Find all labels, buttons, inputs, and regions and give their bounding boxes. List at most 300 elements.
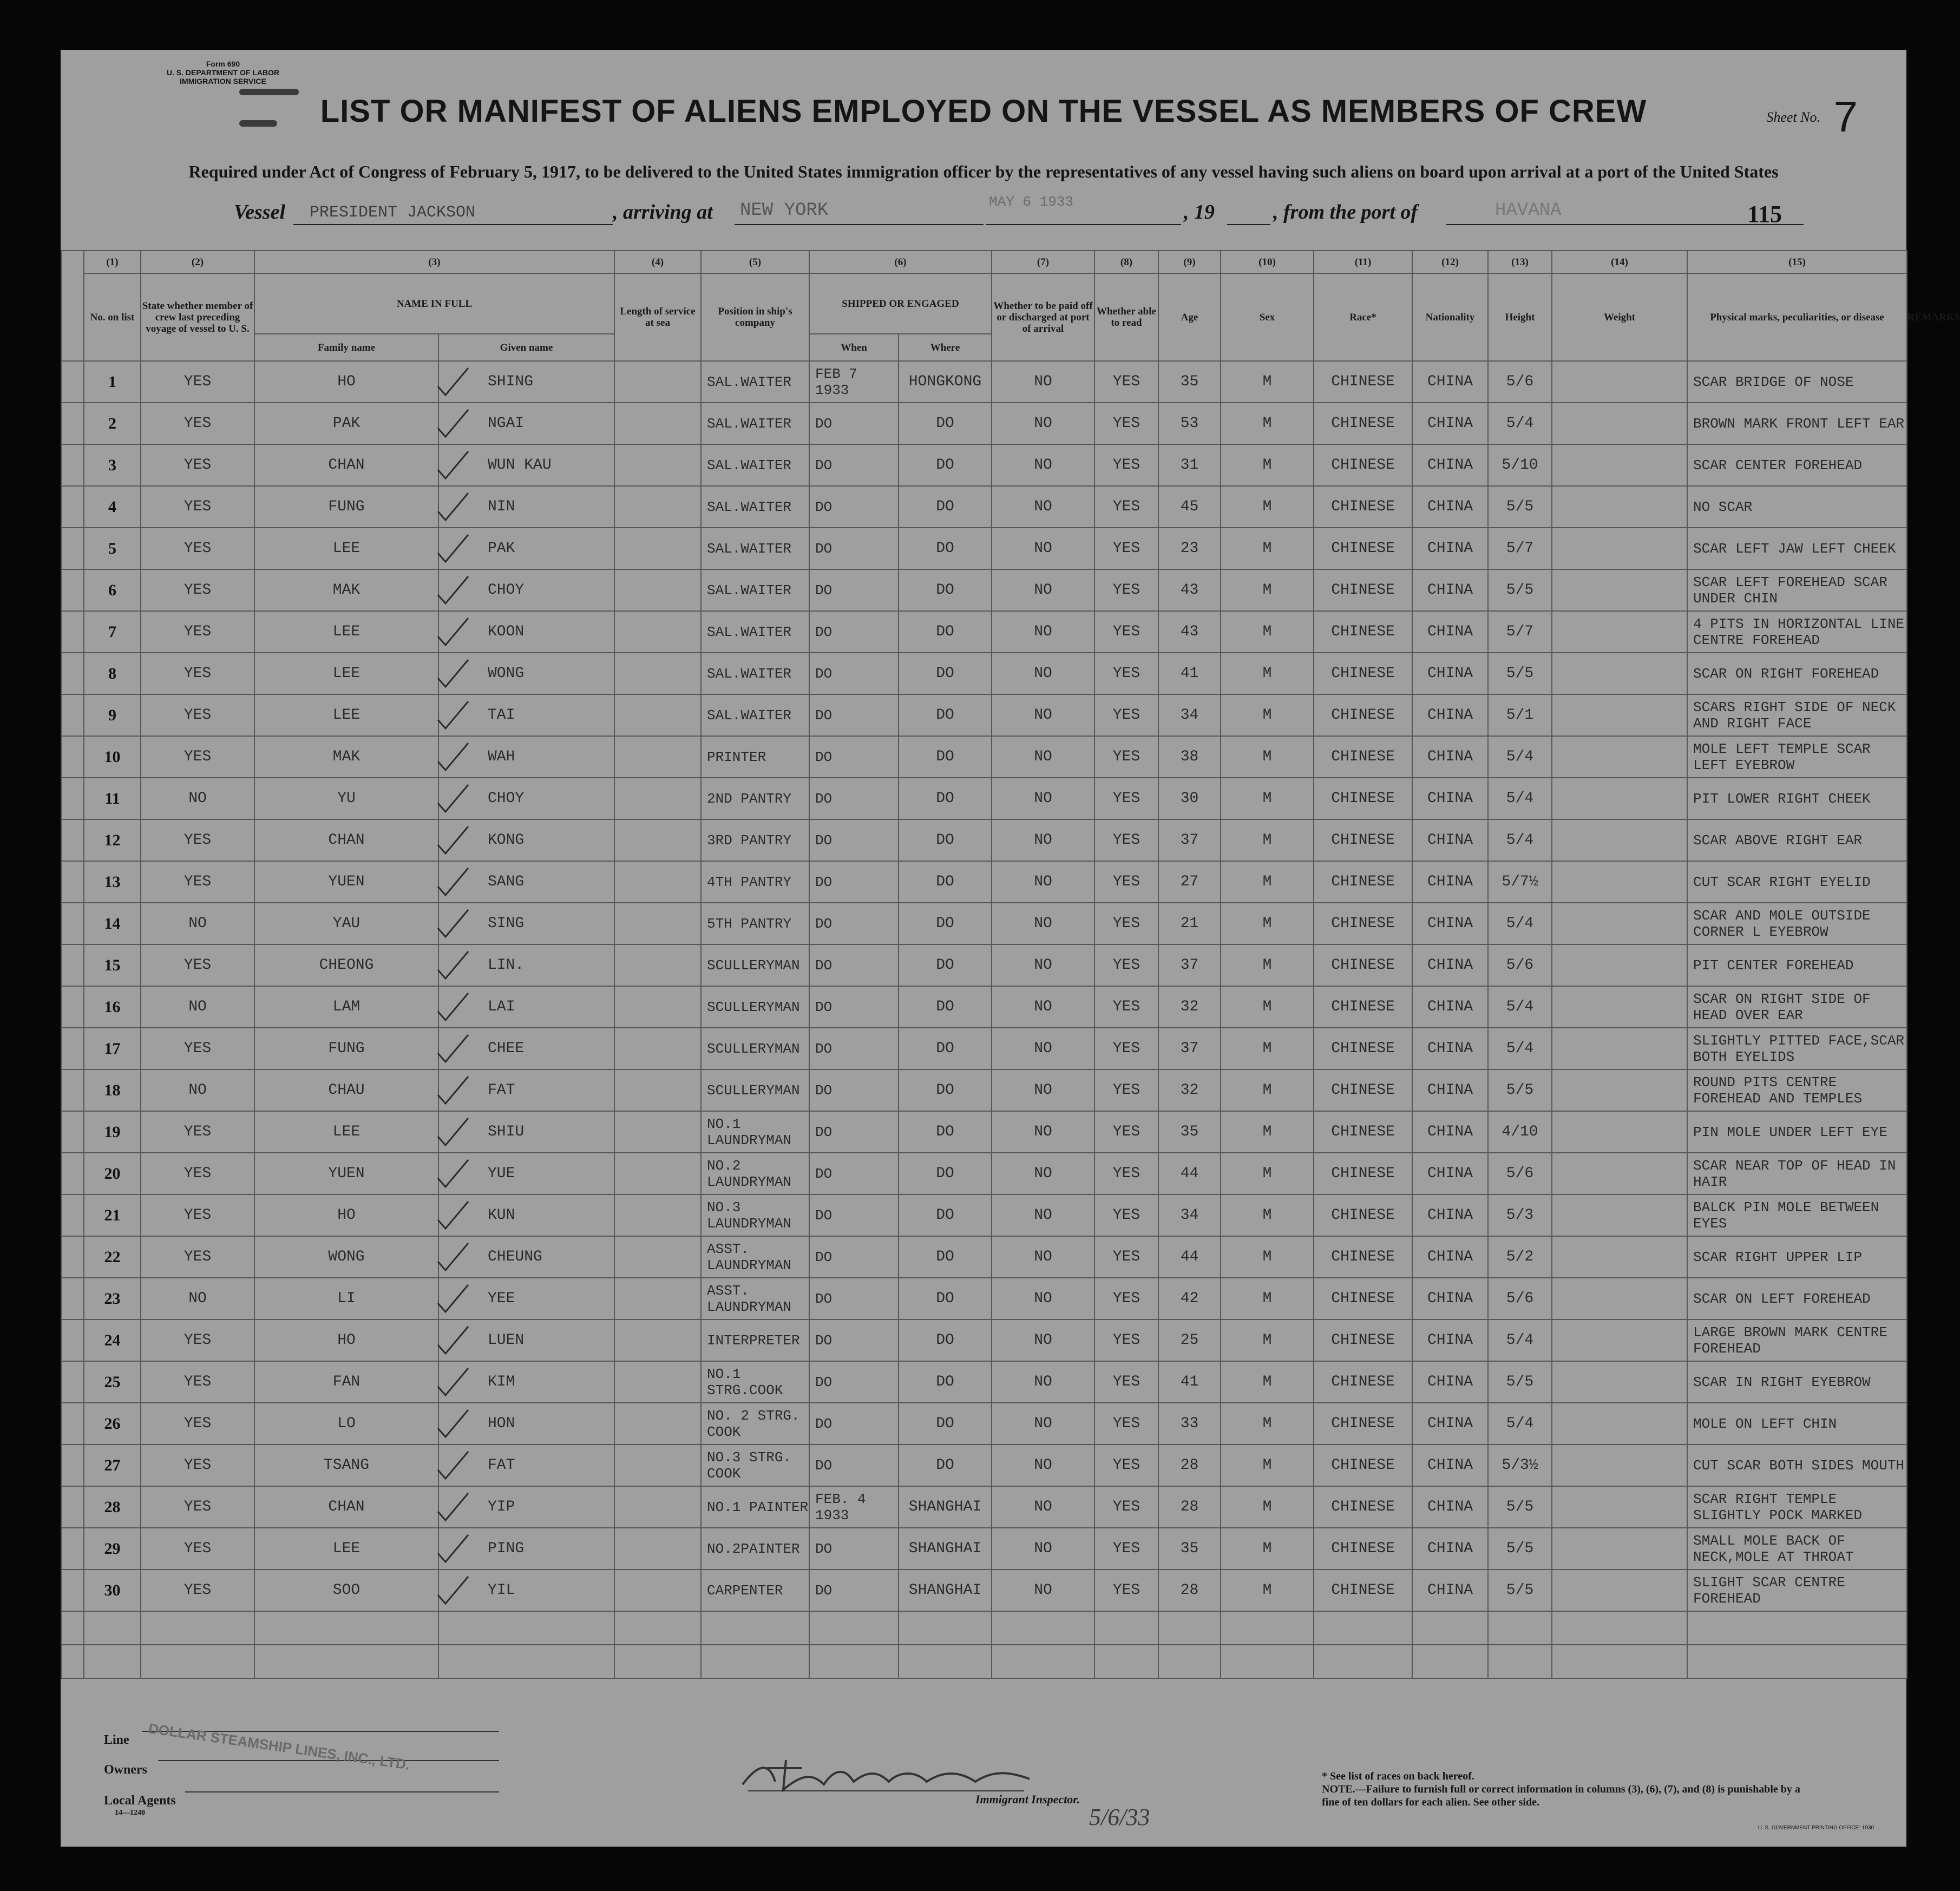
shipped-where-cell: SHANGHAI <box>899 1486 992 1528</box>
height-cell: 5/5 <box>1488 486 1552 528</box>
blank-cell <box>1221 1645 1314 1678</box>
height-cell: 5/4 <box>1488 1319 1552 1361</box>
table-row <box>61 569 1907 611</box>
local-agents-label: Local Agents <box>104 1794 176 1808</box>
blank-cell <box>614 1611 701 1645</box>
margin-cell <box>61 694 84 736</box>
row-number-cell: 22 <box>84 1236 141 1278</box>
sex-cell: M <box>1221 1528 1314 1570</box>
given-name: YEE <box>488 1290 515 1307</box>
shipped-where-cell: DO <box>899 1278 992 1319</box>
height-cell: 5/6 <box>1488 361 1552 403</box>
crew-last-voyage-cell: YES <box>141 1528 254 1570</box>
weight-cell <box>1552 1403 1687 1444</box>
given-name-cell <box>438 1319 614 1361</box>
weight-cell <box>1552 361 1687 403</box>
inspector-caption: Immigrant Inspector. <box>975 1792 1080 1806</box>
col-weight: Weight <box>1552 273 1687 361</box>
form-info <box>142 60 304 86</box>
paid-off-cell: NO <box>992 486 1094 528</box>
paid-off-cell: NO <box>992 1444 1094 1486</box>
weight-cell <box>1552 1361 1687 1403</box>
races-note: * See list of races on back hereof. <box>1322 1770 1474 1782</box>
blank-cell <box>1488 1611 1552 1645</box>
length-of-service-cell <box>614 361 701 403</box>
height-cell: 5/4 <box>1488 903 1552 944</box>
form-code: 14—1240 <box>115 1809 145 1817</box>
physical-marks-cell: LARGE BROWN MARK CENTRE FOREHEAD <box>1687 1319 1907 1361</box>
shipped-where-cell: DO <box>899 444 992 486</box>
row-number-cell: 1 <box>84 361 141 403</box>
given-name-cell <box>438 819 614 861</box>
given-name-cell <box>438 1570 614 1611</box>
row-number-cell: 30 <box>84 1570 141 1611</box>
length-of-service-cell <box>614 486 701 528</box>
table-row <box>61 861 1907 903</box>
col-position: Position in ship's company <box>701 273 809 361</box>
crew-last-voyage-cell: YES <box>141 1153 254 1194</box>
position-cell: ASST. LAUNDRYMAN <box>701 1236 809 1278</box>
able-to-read-cell: YES <box>1094 1153 1158 1194</box>
checkmark-icon <box>434 908 471 940</box>
length-of-service-cell <box>614 861 701 903</box>
length-of-service-cell <box>614 1069 701 1111</box>
physical-marks-cell: SCAR AND MOLE OUTSIDE CORNER L EYEBROW <box>1687 903 1907 944</box>
crew-last-voyage-cell: YES <box>141 486 254 528</box>
position-cell: NO.2PAINTER <box>701 1528 809 1570</box>
shipped-where-cell: DO <box>899 1153 992 1194</box>
vessel-name: PRESIDENT JACKSON <box>310 203 476 222</box>
nationality-cell: CHINA <box>1412 653 1488 694</box>
paid-off-cell: NO <box>992 569 1094 611</box>
given-name-cell <box>438 1278 614 1319</box>
crew-last-voyage-cell: YES <box>141 444 254 486</box>
paid-off-cell: NO <box>992 1028 1094 1069</box>
blank-row <box>61 1611 1907 1645</box>
age-cell: 35 <box>1158 1111 1221 1153</box>
weight-cell <box>1552 1236 1687 1278</box>
margin-cell <box>61 1069 84 1111</box>
nationality-cell: CHINA <box>1412 569 1488 611</box>
physical-marks-cell: CUT SCAR RIGHT EYELID <box>1687 861 1907 903</box>
sex-cell: M <box>1221 778 1314 819</box>
table-row <box>61 694 1907 736</box>
able-to-read-cell: YES <box>1094 1528 1158 1570</box>
checkmark-icon <box>434 866 471 898</box>
age-cell: 28 <box>1158 1486 1221 1528</box>
checkmark-icon <box>434 1199 471 1232</box>
shipped-where-cell: DO <box>899 1319 992 1361</box>
checkmark-icon <box>434 616 471 648</box>
length-of-service-cell <box>614 1194 701 1236</box>
document-title: LIST OR MANIFEST OF ALIENS EMPLOYED ON THE VESSEL AS MEMBERS OF CREW <box>320 94 1647 129</box>
given-name-cell <box>438 1194 614 1236</box>
table-row <box>61 403 1907 444</box>
age-cell: 34 <box>1158 694 1221 736</box>
sex-cell: M <box>1221 944 1314 986</box>
shipped-where-cell: DO <box>899 694 992 736</box>
year-label: , 19 <box>1184 201 1215 224</box>
sex-cell: M <box>1221 444 1314 486</box>
shipped-when-cell: DO <box>809 1028 899 1069</box>
col-physical-marks: Physical marks, peculiarities, or disease <box>1687 273 1907 361</box>
family-name-cell: YAU <box>254 903 438 944</box>
blank-cell <box>84 1611 141 1645</box>
shipped-when-cell: DO <box>809 861 899 903</box>
race-cell: CHINESE <box>1314 444 1412 486</box>
owners-label: Owners <box>104 1763 147 1777</box>
given-name: YUE <box>488 1165 515 1182</box>
length-of-service-cell <box>614 653 701 694</box>
given-name: YIL <box>488 1581 515 1599</box>
sex-cell: M <box>1221 1278 1314 1319</box>
crew-last-voyage-cell: NO <box>141 778 254 819</box>
race-cell: CHINESE <box>1314 1570 1412 1611</box>
table-row <box>61 1153 1907 1194</box>
row-number-cell: 24 <box>84 1319 141 1361</box>
shipped-when-cell: DO <box>809 403 899 444</box>
col-5-number: (5) <box>701 251 809 273</box>
col-no-on-list: No. on list <box>84 273 141 361</box>
blank-cell <box>141 1645 254 1678</box>
physical-marks-cell: SCAR ON RIGHT FOREHEAD <box>1687 653 1907 694</box>
col-given-name: Given name <box>438 334 614 361</box>
given-name: CHEE <box>488 1040 525 1057</box>
row-number-cell: 5 <box>84 528 141 569</box>
blank-cell <box>438 1645 614 1678</box>
margin-cell <box>61 403 84 444</box>
position-cell: SAL.WAITER <box>701 403 809 444</box>
length-of-service-cell <box>614 736 701 778</box>
height-cell: 5/5 <box>1488 653 1552 694</box>
nationality-cell: CHINA <box>1412 1278 1488 1319</box>
physical-marks-cell: SCAR LEFT FOREHEAD SCAR UNDER CHIN <box>1687 569 1907 611</box>
col-shipped-or-engaged: SHIPPED OR ENGAGED <box>809 273 992 334</box>
position-cell: NO.2 LAUNDRYMAN <box>701 1153 809 1194</box>
checkmark-icon <box>434 1241 471 1273</box>
paid-off-cell: NO <box>992 944 1094 986</box>
position-cell: CARPENTER <box>701 1570 809 1611</box>
shipped-where-cell: SHANGHAI <box>899 1528 992 1570</box>
blank-cell <box>809 1611 899 1645</box>
length-of-service-cell <box>614 1528 701 1570</box>
local-agents-field <box>185 1791 499 1792</box>
given-name: KUN <box>488 1206 515 1224</box>
height-cell: 5/5 <box>1488 1069 1552 1111</box>
race-cell: CHINESE <box>1314 403 1412 444</box>
given-name: FAT <box>488 1456 515 1474</box>
able-to-read-cell: YES <box>1094 528 1158 569</box>
paid-off-cell: NO <box>992 528 1094 569</box>
shipped-where-cell: DO <box>899 1028 992 1069</box>
margin-cell <box>61 1028 84 1069</box>
position-cell: PRINTER <box>701 736 809 778</box>
given-name: CHOY <box>488 581 525 599</box>
nationality-cell: CHINA <box>1412 1028 1488 1069</box>
column-number-row <box>61 251 1907 273</box>
col-height: Height <box>1488 273 1552 361</box>
length-of-service-cell <box>614 903 701 944</box>
length-of-service-cell <box>614 528 701 569</box>
physical-marks-cell: PIT CENTER FOREHEAD <box>1687 944 1907 986</box>
sheet-number-label: Sheet No. <box>1766 109 1820 125</box>
given-name-cell <box>438 1528 614 1570</box>
shipped-where-cell: DO <box>899 903 992 944</box>
service: IMMIGRATION SERVICE <box>180 77 266 86</box>
race-cell: CHINESE <box>1314 653 1412 694</box>
height-cell: 5/2 <box>1488 1236 1552 1278</box>
given-name-cell <box>438 1153 614 1194</box>
crew-last-voyage-cell: YES <box>141 819 254 861</box>
col-12-number: (12) <box>1412 251 1488 273</box>
margin-cell <box>61 1570 84 1611</box>
position-cell: SAL.WAITER <box>701 486 809 528</box>
family-name-cell: LEE <box>254 611 438 653</box>
sex-cell: M <box>1221 819 1314 861</box>
length-of-service-cell <box>614 1403 701 1444</box>
col-crew-last-voyage: State whether member of crew last preceding voyage of vessel to U. S. <box>141 273 254 361</box>
table-row <box>61 778 1907 819</box>
length-of-service-cell <box>614 694 701 736</box>
family-name-cell: YU <box>254 778 438 819</box>
vessel-label: Vessel <box>234 201 285 224</box>
family-name-cell: HO <box>254 1194 438 1236</box>
weight-cell <box>1552 1444 1687 1486</box>
blank-cell <box>1687 1611 1907 1645</box>
age-cell: 33 <box>1158 1403 1221 1444</box>
race-cell: CHINESE <box>1314 1444 1412 1486</box>
given-name-cell <box>438 694 614 736</box>
nationality-cell: CHINA <box>1412 1528 1488 1570</box>
blank-cell <box>899 1611 992 1645</box>
height-cell: 5/4 <box>1488 1028 1552 1069</box>
given-name-cell <box>438 361 614 403</box>
crew-last-voyage-cell: YES <box>141 861 254 903</box>
margin-cell <box>61 569 84 611</box>
shipped-when-cell: DO <box>809 1153 899 1194</box>
col-9-number: (9) <box>1158 251 1221 273</box>
margin-cell <box>61 1361 84 1403</box>
given-name-cell <box>438 1069 614 1111</box>
age-cell: 34 <box>1158 1194 1221 1236</box>
date-field <box>986 200 1181 225</box>
age-cell: 43 <box>1158 611 1221 653</box>
length-of-service-cell <box>614 944 701 986</box>
paid-off-cell: NO <box>992 403 1094 444</box>
margin-cell <box>61 1319 84 1361</box>
table-row <box>61 1028 1907 1069</box>
row-number-cell: 2 <box>84 403 141 444</box>
height-cell: 5/6 <box>1488 1153 1552 1194</box>
given-name: SING <box>488 915 525 932</box>
margin-cell <box>61 736 84 778</box>
margin-cell <box>61 444 84 486</box>
family-name-cell: FAN <box>254 1361 438 1403</box>
race-cell: CHINESE <box>1314 1278 1412 1319</box>
age-cell: 35 <box>1158 1528 1221 1570</box>
row-number-cell: 13 <box>84 861 141 903</box>
physical-marks-cell: BALCK PIN MOLE BETWEEN EYES <box>1687 1194 1907 1236</box>
blank-cell <box>61 1611 84 1645</box>
checkmark-icon <box>434 574 471 607</box>
col-when: When <box>809 334 899 361</box>
paid-off-cell: NO <box>992 1236 1094 1278</box>
height-cell: 5/4 <box>1488 986 1552 1028</box>
physical-marks-cell: BROWN MARK FRONT LEFT EAR <box>1687 403 1907 444</box>
physical-marks-cell: SCAR ABOVE RIGHT EAR <box>1687 819 1907 861</box>
family-name-cell: LEE <box>254 694 438 736</box>
col-7-number: (7) <box>992 251 1094 273</box>
physical-marks-cell: SCAR IN RIGHT EYEBROW <box>1687 1361 1907 1403</box>
crew-last-voyage-cell: NO <box>141 1069 254 1111</box>
checkmark-icon <box>434 783 471 815</box>
margin-cell <box>61 819 84 861</box>
able-to-read-cell: YES <box>1094 819 1158 861</box>
manifest-sheet <box>61 50 1960 1847</box>
nationality-cell: CHINA <box>1412 1570 1488 1611</box>
given-name: CHOY <box>488 790 525 807</box>
penalty-note: NOTE.—Failure to furnish full or correct information in columns (3), (6), (7), and (8) is punishable by a fine of ten dollars for each alien. See other side. <box>1322 1783 1800 1808</box>
given-name: HON <box>488 1415 515 1432</box>
shipped-when-cell: DO <box>809 1528 899 1570</box>
paid-off-cell: NO <box>992 1486 1094 1528</box>
race-cell: CHINESE <box>1314 1319 1412 1361</box>
length-of-service-cell <box>614 403 701 444</box>
blank-cell <box>1158 1611 1221 1645</box>
crew-last-voyage-cell: YES <box>141 611 254 653</box>
sex-cell: M <box>1221 528 1314 569</box>
race-cell: CHINESE <box>1314 819 1412 861</box>
sex-cell: M <box>1221 986 1314 1028</box>
length-of-service-cell <box>614 1236 701 1278</box>
shipped-when-cell: DO <box>809 1361 899 1403</box>
row-number-cell: 15 <box>84 944 141 986</box>
column-title-row: No. on list State whether member of crew last preceding voyage of vessel to U. S. NAME IN FULL Length of service at sea Position in ship's company SHIPPED OR ENGAGED Whether to be paid off or discharged at port of arrival Whether able to read Age Sex Race* Nationality Height Weight Physical marks, peculiarities, or disease REMARKS <box>61 273 1907 334</box>
margin-cell <box>61 903 84 944</box>
shipped-when-cell: DO <box>809 611 899 653</box>
length-of-service-cell <box>614 1319 701 1361</box>
physical-marks-cell: NO SCAR <box>1687 486 1907 528</box>
physical-marks-cell: PIN MOLE UNDER LEFT EYE <box>1687 1111 1907 1153</box>
date-stamp: MAY 6 1933 <box>989 194 1074 210</box>
race-cell: CHINESE <box>1314 1528 1412 1570</box>
height-cell: 5/7 <box>1488 528 1552 569</box>
paid-off-cell: NO <box>992 778 1094 819</box>
given-name: NGAI <box>488 415 525 432</box>
family-name-cell: LO <box>254 1403 438 1444</box>
sex-cell: M <box>1221 861 1314 903</box>
table-row <box>61 486 1907 528</box>
given-name: LAI <box>488 998 515 1015</box>
nationality-cell: CHINA <box>1412 861 1488 903</box>
weight-cell <box>1552 1319 1687 1361</box>
weight-cell <box>1552 1528 1687 1570</box>
weight-cell <box>1552 653 1687 694</box>
able-to-read-cell: YES <box>1094 1403 1158 1444</box>
margin-column-header <box>61 251 84 361</box>
col-8-number: (8) <box>1094 251 1158 273</box>
paid-off-cell: NO <box>992 444 1094 486</box>
shipped-when-cell: DO <box>809 1069 899 1111</box>
blank-cell <box>1552 1611 1687 1645</box>
paid-off-cell: NO <box>992 653 1094 694</box>
given-name: PING <box>488 1540 525 1557</box>
col-age: Age <box>1158 273 1221 361</box>
race-cell: CHINESE <box>1314 361 1412 403</box>
given-name: SHING <box>488 373 534 390</box>
family-name-cell: HO <box>254 361 438 403</box>
given-name-cell <box>438 528 614 569</box>
col-where: Where <box>899 334 992 361</box>
given-name-cell <box>438 986 614 1028</box>
paid-off-cell: NO <box>992 736 1094 778</box>
checkmark-icon <box>434 1533 471 1565</box>
checkmark-icon <box>434 1491 471 1524</box>
race-cell: CHINESE <box>1314 569 1412 611</box>
given-name-cell <box>438 1361 614 1403</box>
given-name: TAI <box>488 706 515 724</box>
paid-off-cell: NO <box>992 1570 1094 1611</box>
blank-cell <box>438 1611 614 1645</box>
shipped-when-cell: DO <box>809 986 899 1028</box>
blank-cell <box>1412 1645 1488 1678</box>
shipped-when-cell: DO <box>809 444 899 486</box>
given-name: CHEUNG <box>488 1248 542 1265</box>
family-name-cell: FUNG <box>254 1028 438 1069</box>
blank-cell <box>1314 1645 1412 1678</box>
blank-cell <box>899 1645 992 1678</box>
able-to-read-cell: YES <box>1094 778 1158 819</box>
table-row <box>61 1278 1907 1319</box>
race-cell: CHINESE <box>1314 1236 1412 1278</box>
sex-cell: M <box>1221 569 1314 611</box>
checkmark-icon <box>434 1116 471 1148</box>
row-number-cell: 11 <box>84 778 141 819</box>
shipped-where-cell: HONGKONG <box>899 361 992 403</box>
length-of-service-cell <box>614 444 701 486</box>
shipped-where-cell: DO <box>899 1194 992 1236</box>
able-to-read-cell: YES <box>1094 486 1158 528</box>
table-row <box>61 1570 1907 1611</box>
age-cell: 42 <box>1158 1278 1221 1319</box>
sheet-number-value: 7 <box>1833 93 1858 141</box>
nationality-cell: CHINA <box>1412 944 1488 986</box>
crew-last-voyage-cell: NO <box>141 903 254 944</box>
sex-cell: M <box>1221 1194 1314 1236</box>
physical-marks-cell: MOLE LEFT TEMPLE SCAR LEFT EYEBROW <box>1687 736 1907 778</box>
line-label: Line <box>104 1733 129 1747</box>
blank-cell <box>1094 1611 1158 1645</box>
height-cell: 5/5 <box>1488 1528 1552 1570</box>
weight-cell <box>1552 778 1687 819</box>
margin-cell <box>61 611 84 653</box>
nationality-cell: CHINA <box>1412 778 1488 819</box>
able-to-read-cell: YES <box>1094 944 1158 986</box>
length-of-service-cell <box>614 1028 701 1069</box>
height-cell: 5/6 <box>1488 1278 1552 1319</box>
printer-imprint: U. S. GOVERNMENT PRINTING OFFICE: 1930 <box>1758 1825 1874 1831</box>
checkmark-icon <box>434 949 471 982</box>
manifest-footer <box>61 1700 1906 1847</box>
row-number-cell: 8 <box>84 653 141 694</box>
height-cell: 5/4 <box>1488 736 1552 778</box>
physical-marks-cell: SCAR BRIDGE OF NOSE <box>1687 361 1907 403</box>
age-cell: 27 <box>1158 861 1221 903</box>
physical-marks-cell: SLIGHT SCAR CENTRE FOREHEAD <box>1687 1570 1907 1611</box>
margin-cell <box>61 778 84 819</box>
nationality-cell: CHINA <box>1412 1444 1488 1486</box>
length-of-service-cell <box>614 1444 701 1486</box>
